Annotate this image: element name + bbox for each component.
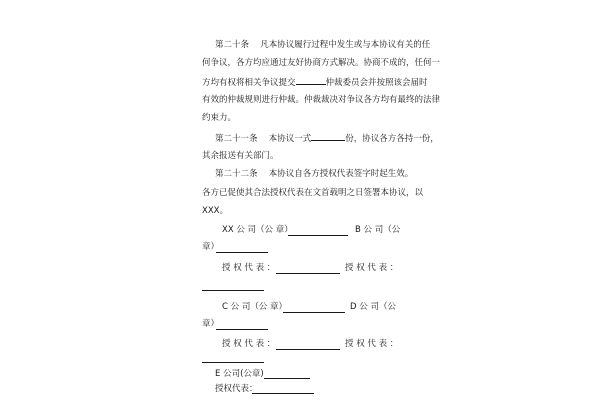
article-21-line-1 (215, 131, 439, 145)
c-auth-rep-signature-line (276, 349, 340, 350)
d-company-seal-label-end: 章） (202, 319, 220, 329)
xx-auth-rep-label: 授 权 代 表 ： (222, 263, 276, 273)
article-20-line-2: 何争议，各方均应通过友好协商方式解决。协商不成的，任何一 (202, 58, 441, 68)
e-auth-rep-signature-line (252, 393, 314, 394)
article-21-start: 第二十一条 本协议一式 (215, 134, 312, 144)
d-auth-rep-label: 授 权 代 表 ： (345, 339, 399, 349)
b-company-seal-label: B 公 司（公 (355, 225, 401, 235)
article-20-line-4: 有效的仲裁规则进行仲裁。仲裁裁决对争议各方均有最终的法律 (202, 95, 441, 105)
d-company-signature-line (216, 329, 268, 330)
d-company-seal-label: D 公 司（公 (350, 302, 396, 312)
article-20-line-3-start: 方均有权将相关争议提交 (202, 78, 296, 88)
e-company-signature-line (264, 378, 310, 379)
closing-line-1: 各方已促使其合法授权代表在文首载明之日签署本协议，以 (202, 188, 424, 198)
xx-company-signature-line (288, 235, 348, 236)
e-auth-rep-label: 授权代表： (215, 384, 258, 394)
d-auth-rep-signature-line (202, 362, 264, 363)
article-20-line-3-end: 仲裁委员会并按照该会届时 (325, 78, 428, 88)
article-20-line-1: 第二十条 凡本协议履行过程中发生或与本协议有关的任 (215, 40, 431, 50)
article-22-line-1: 第二十二条 本协议自各方授权代表签字时起生效。 (215, 169, 414, 179)
b-company-signature-line (216, 252, 268, 253)
article-20-line-3 (202, 75, 428, 89)
article-21-end: 份，协议各方各持一份， (345, 134, 439, 144)
xx-auth-rep-signature-line (276, 273, 340, 274)
copies-count-blank (311, 131, 345, 141)
article-20-line-5: 约束力。 (202, 113, 237, 123)
b-auth-rep-label: 授 权 代 表 ： (345, 263, 399, 273)
c-company-signature-line (283, 312, 345, 313)
arbitration-commission-blank (296, 75, 326, 85)
xx-company-seal-label: XX 公 司（公 章） (222, 225, 293, 235)
b-company-seal-label-end: 章） (202, 242, 220, 252)
c-company-seal-label: C 公 司（公 章） (222, 302, 288, 312)
b-auth-rep-signature-line (202, 290, 264, 291)
c-auth-rep-label: 授 权 代 表 ： (222, 339, 276, 349)
closing-line-2: XXX。 (202, 206, 228, 216)
e-company-seal-label: E 公司(公章) (215, 369, 264, 379)
article-21-line-2: 其余报送有关部门。 (202, 151, 279, 161)
